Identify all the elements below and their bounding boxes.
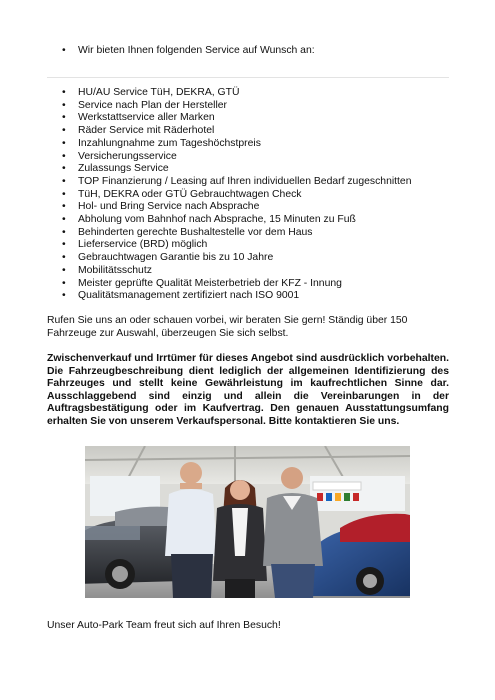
- intro-list: [0, 45, 495, 58]
- service-list: [0, 87, 495, 303]
- service-item: • Abholung vom Bahnhof nach Absprache, 15 Minuten zu Fuß: [0, 214, 495, 227]
- service-item: • TOP Finanzierung / Leasing auf Ihren individuellen Bedarf zugeschnitten: [0, 176, 495, 189]
- service-item: • Zulassungs Service: [0, 163, 495, 176]
- service-item: • Service nach Plan der Hersteller: [0, 100, 495, 113]
- service-item: • Meister geprüfte Qualität Meisterbetrieb der KFZ - Innung: [0, 278, 495, 291]
- service-item: • Räder Service mit Räderhotel: [0, 125, 495, 138]
- service-item: • Inzahlungnahme zum Tageshöchstpreis: [0, 138, 495, 151]
- disclaimer-paragraph: Zwischenverkauf und Irrtümer für dieses Angebot sind ausdrücklich vorbehalten. Die Fahrzeugbeschreibung dient lediglich der allgemeinen Identifizierung des Fahrzeuges und stellt keine Gewährleistung im kaufrechtlichen Sinne dar. Ausschlaggebend sind einzig und allein die Vereinbarungen in der Auftragsbestätigung oder im Kaufvertrag. Den genauen Ausstattungsumfang erhalten Sie von unserem Verkaufspersonal. Bitte kontaktieren Sie uns.: [47, 353, 449, 427]
- team-photo: [85, 446, 410, 598]
- service-item: • Gebrauchtwagen Garantie bis zu 10 Jahre: [0, 252, 495, 265]
- intro-item: • Wir bieten Ihnen folgenden Service auf Wunsch an:: [0, 45, 495, 58]
- service-item: • Werkstattservice aller Marken: [0, 112, 495, 125]
- service-item: • Hol- und Bring Service nach Absprache: [0, 201, 495, 214]
- service-item: • Lieferservice (BRD) möglich: [0, 239, 495, 252]
- service-item: • Behinderten gerechte Bushaltestelle vor dem Haus: [0, 227, 495, 240]
- service-item: • Mobilitätsschutz: [0, 265, 495, 278]
- service-item: • Qualitätsmanagement zertifiziert nach ISO 9001: [0, 290, 495, 303]
- service-item: • HU/AU Service TüH, DEKRA, GTÜ: [0, 87, 495, 100]
- contact-paragraph: Rufen Sie uns an oder schauen vorbei, wir beraten Sie gern! Ständig über 150 Fahrzeuge zur Auswahl, überzeugen Sie sich selbst.: [47, 315, 408, 339]
- section-divider: [47, 77, 449, 78]
- service-item: • Versicherungsservice: [0, 151, 495, 164]
- closing-paragraph: Unser Auto-Park Team freut sich auf Ihren Besuch!: [47, 620, 281, 631]
- service-item: • TüH, DEKRA oder GTÜ Gebrauchtwagen Check: [0, 189, 495, 202]
